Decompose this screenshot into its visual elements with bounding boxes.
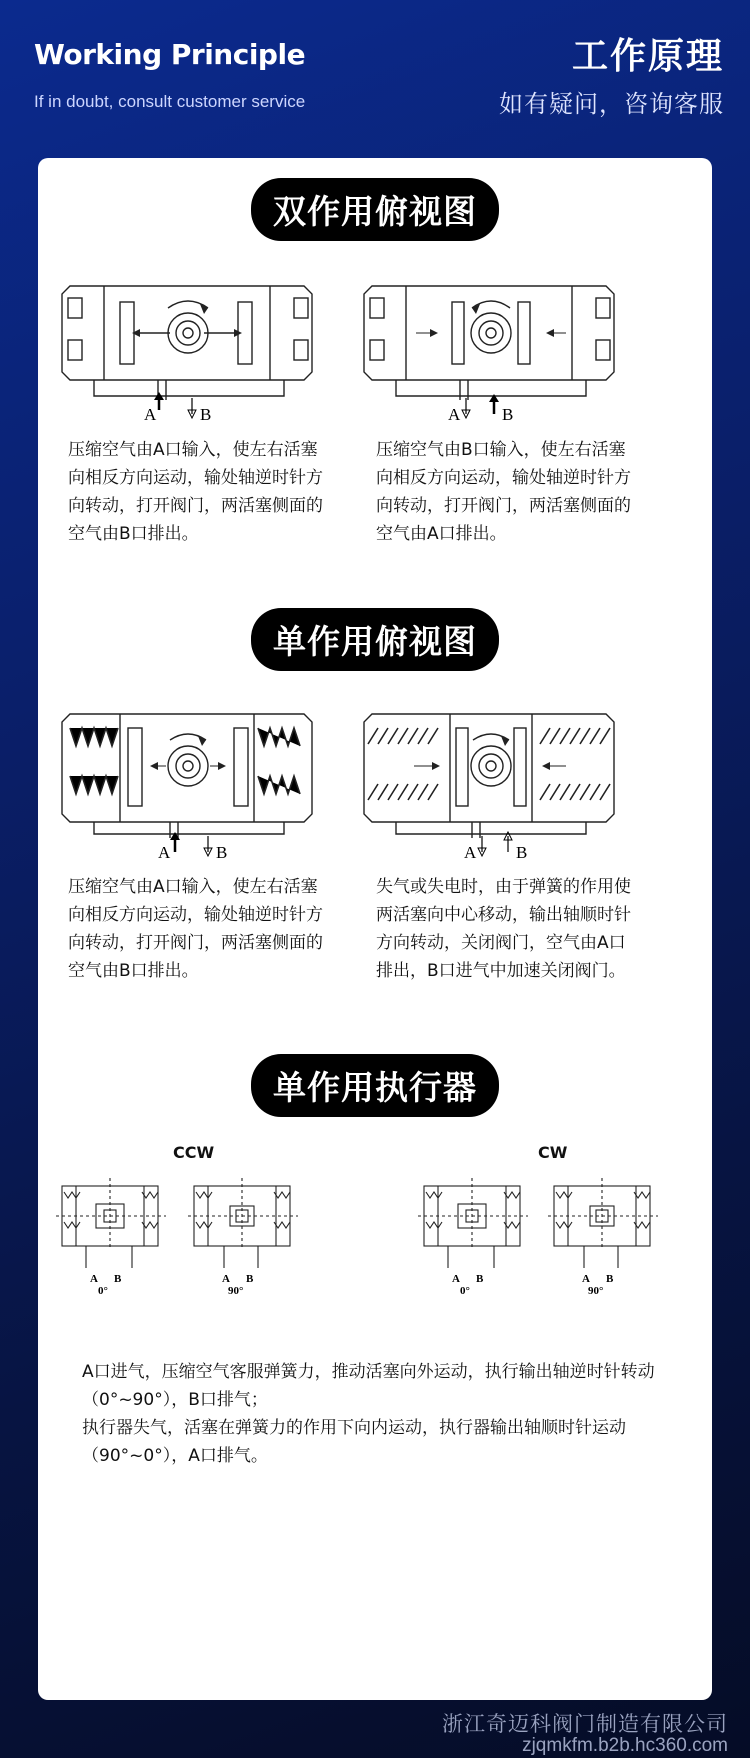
schematic-port-b: B <box>606 1273 614 1285</box>
page-title-cn: 工作原理 <box>571 36 724 77</box>
single-acting-desc-b: 失气或失电时，由于弹簧的作用使两活塞向中心移动，输出轴顺时针方向转动，关闭阀门，空气由A口排出，B口进气中加速关闭阀门。 <box>376 877 631 981</box>
actuator-desc-line-1: A口进气，压缩空气客服弹簧力，推动活塞向外运动，执行输出轴逆时针转动（0°~90°），B口排气； <box>82 1362 655 1410</box>
actuator-desc <box>82 1358 682 1470</box>
schematic-angle: 90° <box>588 1285 604 1297</box>
section-title-double-acting: 双作用俯视图 <box>251 178 499 241</box>
ccw-label: CCW <box>173 1143 215 1162</box>
schematic-port-a: A <box>452 1273 460 1285</box>
page-subtitle-cn: 如有疑问，咨询客服 <box>499 90 724 118</box>
actuator-desc-line-2: 执行器失气，活塞在弹簧力的作用下向内运动，执行器输出轴顺时针运动（90°~0°），A口排气。 <box>82 1418 626 1466</box>
single-acting-desc-a: 压缩空气由A口输入，使左右活塞向相反方向运动，输处轴逆时针方向转动，打开阀门，两活塞侧面的空气由B口排出。 <box>68 877 323 981</box>
schematic-port-a: A <box>222 1273 230 1285</box>
single-acting-diagram-a-in <box>58 706 320 866</box>
schematic-port-b: B <box>114 1273 122 1285</box>
section-title-single-acting: 单作用俯视图 <box>251 608 499 671</box>
page-title-en: Working Principle <box>34 38 306 71</box>
ccw-schematic-0 <box>56 1178 166 1298</box>
port-b-label: B <box>516 843 528 862</box>
port-b-label: B <box>216 843 228 862</box>
schematic-angle: 0° <box>460 1285 470 1297</box>
schematic-port-b: B <box>246 1273 254 1285</box>
port-a-label: A <box>464 843 477 862</box>
page-subtitle-en: If in doubt, consult customer service <box>34 92 306 111</box>
schematic-port-a: A <box>582 1273 590 1285</box>
port-a-label: A <box>144 405 157 424</box>
content-card <box>38 158 712 1700</box>
double-acting-desc-a: 压缩空气由A口输入，使左右活塞向相反方向运动，输处轴逆时针方向转动，打开阀门，两活塞侧面的空气由B口排出。 <box>68 440 323 544</box>
cw-schematic-0 <box>418 1178 528 1298</box>
section-title-single-acting-actuator: 单作用执行器 <box>251 1054 499 1117</box>
ccw-schematic-90 <box>188 1178 298 1298</box>
port-b-label: B <box>200 405 212 424</box>
schematic-angle: 0° <box>98 1285 108 1297</box>
double-acting-diagram-a-in <box>58 268 320 428</box>
port-b-label: B <box>502 405 514 424</box>
schematic-angle: 90° <box>228 1285 244 1297</box>
footer-company: 浙江奇迈科阀门制造有限公司 <box>442 1712 728 1736</box>
double-acting-desc-b: 压缩空气由B口输入，使左右活塞向相反方向运动，输处轴逆时针方向转动，打开阀门，两活塞侧面的空气由A口排出。 <box>376 440 631 544</box>
schematic-port-b: B <box>476 1273 484 1285</box>
schematic-port-a: A <box>90 1273 98 1285</box>
port-a-label: A <box>158 843 171 862</box>
cw-label: CW <box>538 1143 568 1162</box>
single-acting-diagram-spring-return <box>360 706 622 866</box>
port-a-label: A <box>448 405 461 424</box>
double-acting-diagram-b-in <box>360 268 622 428</box>
cw-schematic-90 <box>548 1178 658 1298</box>
footer-url: zjqmkfm.b2b.hc360.com <box>522 1735 728 1756</box>
